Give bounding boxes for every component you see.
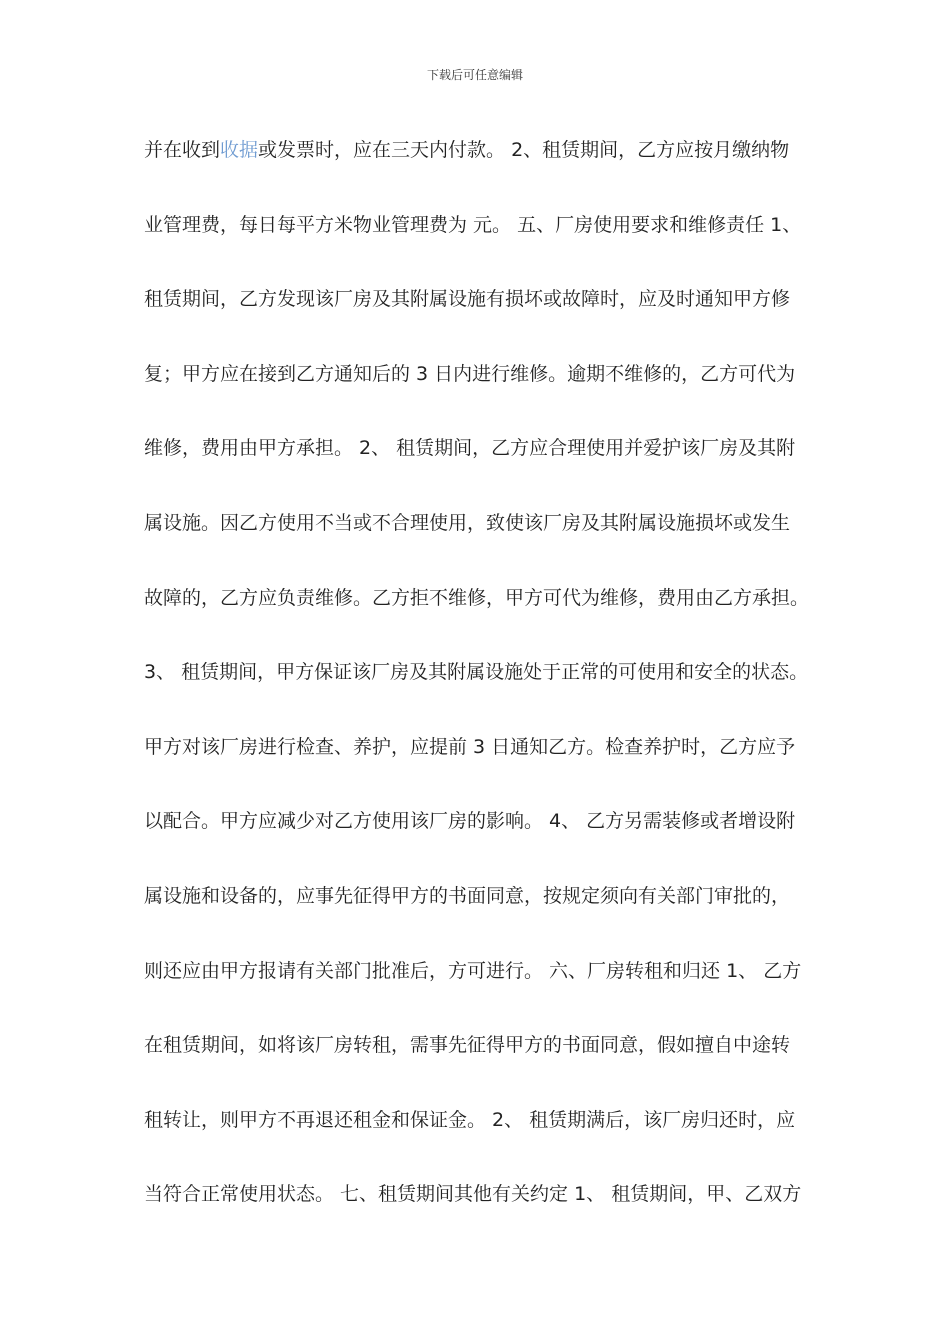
text-line: 维修，费用由甲方承担。 2、 租赁期间，乙方应合理使用并爱护该厂房及其附 [144,437,796,460]
text-line [144,134,834,209]
text-line: 在租赁期间，如将该厂房转租，需事先征得甲方的书面同意，假如擅自中途转 [144,1034,791,1057]
text-line: 复；甲方应在接到乙方通知后的 3 日内进行维修。逾期不维修的，乙方可代为 [144,362,796,385]
text-line: 租转让，则甲方不再退还租金和保证金。 2、 租赁期满后，该厂房归还时，应 [144,1108,796,1131]
text-line: 故障的，乙方应负责维修。乙方拒不维修，甲方可代为维修，费用由乙方承担。 [144,586,810,609]
text-line: 当符合正常使用状态。 七、租赁期间其他有关约定 1、 租赁期间，甲、乙双方 [144,1183,802,1206]
text-segment: 或发票时，应在三天内付款。 2、租赁期间，乙方应按月缴纳物 [258,139,790,161]
document-body [144,134,834,1253]
text-line: 属设施。因乙方使用不当或不合理使用，致使该厂房及其附属设施损坏或发生 [144,511,791,534]
page-header: 下载后可任意编辑 [426,68,523,82]
text-line: 则还应由甲方报请有关部门批准后，方可进行。 六、厂房转租和归还 1、 乙方 [144,959,802,982]
text-line: 业管理费，每日每平方米物业管理费为 元。 五、厂房使用要求和维修责任 1、 [144,213,802,236]
text-line: 租赁期间，乙方发现该厂房及其附属设施有损坏或故障时，应及时通知甲方修 [144,288,791,311]
receipt-link[interactable]: 收据 [220,139,259,161]
text-segment: 并在收到 [144,139,221,161]
text-line: 甲方对该厂房进行检查、养护，应提前 3 日通知乙方。检查养护时，乙方应予 [144,735,796,758]
text-line: 属设施和设备的，应事先征得甲方的书面同意，按规定须向有关部门审批的， [144,884,791,907]
text-line: 3、 租赁期间，甲方保证该厂房及其附属设施处于正常的可使用和安全的状态。 [144,661,809,684]
text-line: 以配合。甲方应减少对乙方使用该厂房的影响。 4、 乙方另需装修或者增设附 [144,810,796,833]
